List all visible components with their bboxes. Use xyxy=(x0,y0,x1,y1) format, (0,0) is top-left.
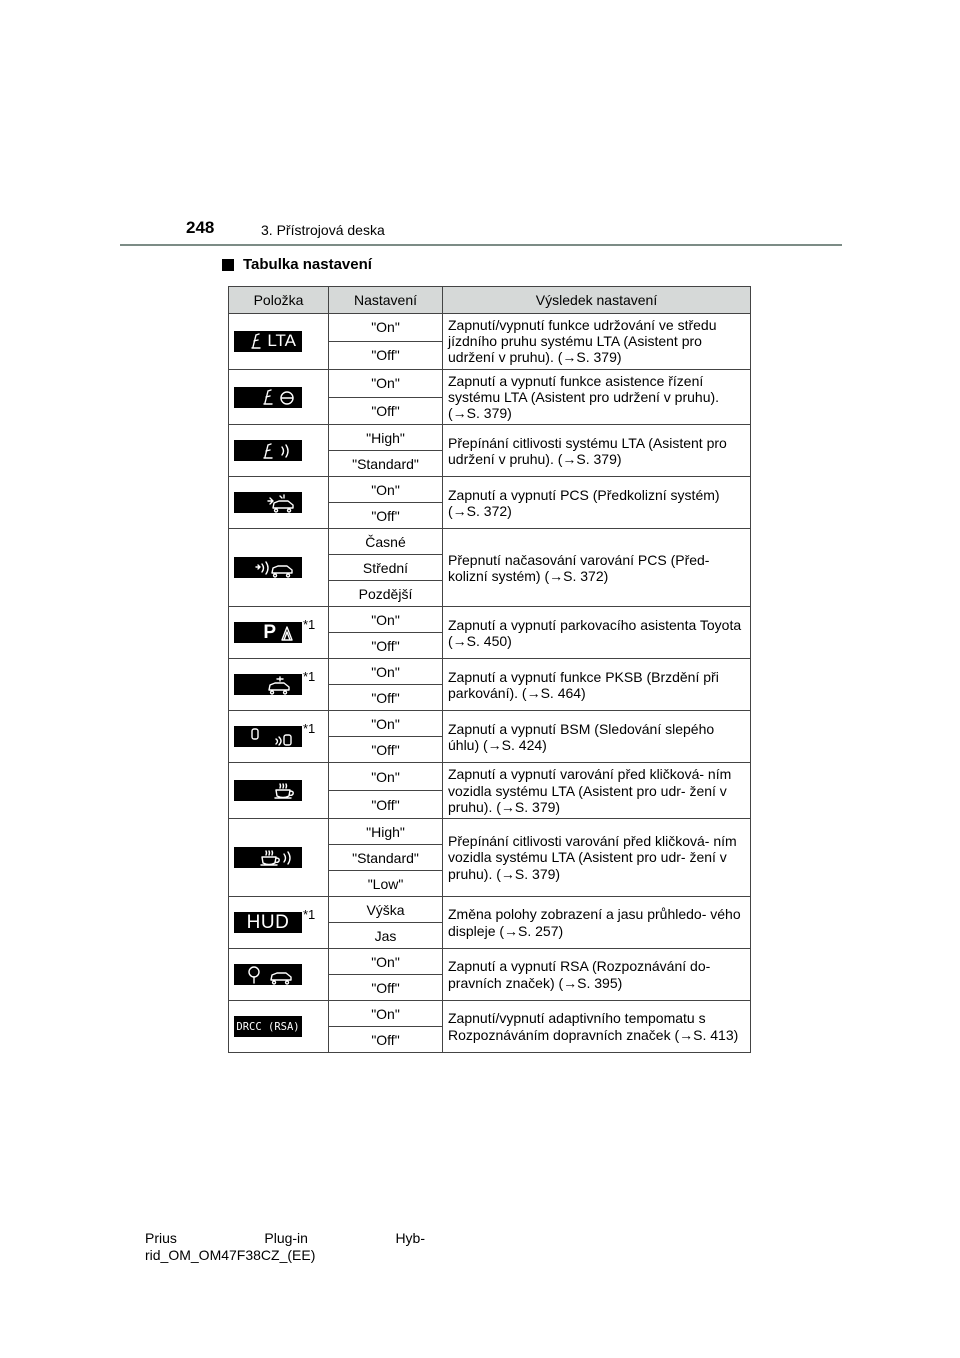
setting-result: Zapnutí a vypnutí funkce PKSB (Brzdění při parkování). (→S. 464) xyxy=(443,659,751,711)
footer xyxy=(145,1230,425,1264)
setting-option: "On" xyxy=(329,369,443,397)
setting-option: "On" xyxy=(329,477,443,503)
item-cell xyxy=(229,819,329,897)
icon-label: LTA xyxy=(267,331,296,351)
setting-option: "Off" xyxy=(329,341,443,369)
table-row xyxy=(229,711,751,737)
table-row xyxy=(229,659,751,685)
setting-option: "On" xyxy=(329,607,443,633)
table-row xyxy=(229,949,751,975)
setting-option: Pozdější xyxy=(329,581,443,607)
footnote-marker: *1 xyxy=(303,721,316,737)
page-number: 248 xyxy=(186,218,215,237)
setting-result: Zapnutí a vypnutí BSM (Sledování slepého úhlu) (→S. 424) xyxy=(443,711,751,763)
footer-doc-code: rid_OM_OM47F38CZ_(EE) xyxy=(145,1247,316,1263)
item-cell xyxy=(229,314,329,370)
setting-option: "Off" xyxy=(329,685,443,711)
setting-option: "Standard" xyxy=(329,845,443,871)
lane-sensitivity-icon xyxy=(234,440,302,461)
setting-result: Zapnutí/vypnutí funkce udržování ve středu jízdního pruhu systému LTA (Asistent pro udržení v pruhu). (→S. 379) xyxy=(443,314,751,370)
item-icon-wrap xyxy=(234,907,328,933)
item-cell xyxy=(229,763,329,819)
header-rule xyxy=(120,244,842,246)
pcs-icon xyxy=(234,492,302,513)
table-row xyxy=(229,819,751,845)
p-letter: P xyxy=(263,621,276,643)
setting-option: "On" xyxy=(329,711,443,737)
table-row xyxy=(229,369,751,397)
table-row xyxy=(229,763,751,791)
icon-label: HUD xyxy=(246,911,290,933)
setting-option: "On" xyxy=(329,314,443,342)
item-cell xyxy=(229,529,329,607)
table-row xyxy=(229,529,751,555)
setting-option: "High" xyxy=(329,819,443,845)
setting-result: Zapnutí/vypnutí adaptivního tempomatu s Rozpoznáváním dopravních značek (→S. 413) xyxy=(443,1001,751,1053)
table-header-row xyxy=(229,287,751,314)
item-icon-wrap xyxy=(234,669,328,695)
column-header-setting: Nastavení xyxy=(329,287,443,314)
setting-option: Časné xyxy=(329,529,443,555)
item-icon-wrap xyxy=(234,721,328,747)
setting-option: "Off" xyxy=(329,1027,443,1053)
footer-word: Prius xyxy=(145,1230,177,1246)
square-bullet-icon xyxy=(222,259,234,271)
coffee-cup-sensitivity-icon xyxy=(234,847,302,868)
item-icon-wrap xyxy=(234,780,328,801)
chapter-title: 3. Přístrojová deska xyxy=(261,222,385,238)
parking-assist-icon xyxy=(234,622,302,643)
item-icon-wrap xyxy=(234,557,328,578)
lane-steering-assist-icon xyxy=(234,387,302,408)
column-header-result: Výsledek nastavení xyxy=(443,287,751,314)
setting-option: "On" xyxy=(329,659,443,685)
setting-option: "Off" xyxy=(329,397,443,425)
coffee-cup-icon xyxy=(234,780,302,801)
item-cell xyxy=(229,477,329,529)
item-cell xyxy=(229,949,329,1001)
item-icon-wrap xyxy=(234,387,328,408)
table-row xyxy=(229,607,751,633)
item-cell xyxy=(229,1001,329,1053)
setting-result: Přepnutí načasování varování PCS (Před- kolizní systém) (→S. 372) xyxy=(443,529,751,607)
setting-option: "On" xyxy=(329,763,443,791)
pcs-timing-icon xyxy=(234,557,302,578)
icon-label: DRCC (RSA) xyxy=(236,1020,300,1033)
table-row xyxy=(229,314,751,342)
footnote-marker: *1 xyxy=(303,617,316,633)
setting-option: Střední xyxy=(329,555,443,581)
setting-option: "On" xyxy=(329,1001,443,1027)
setting-option: "Off" xyxy=(329,633,443,659)
bsm-icon xyxy=(234,726,302,747)
item-cell xyxy=(229,369,329,425)
table-row xyxy=(229,1001,751,1027)
item-icon-wrap xyxy=(234,847,328,868)
setting-result: Změna polohy zobrazení a jasu průhledo- vého displeje (→S. 257) xyxy=(443,897,751,949)
section-heading xyxy=(222,256,372,273)
setting-result: Přepínání citlivosti systému LTA (Asistent pro udržení v pruhu). (→S. 379) xyxy=(443,425,751,477)
table-row xyxy=(229,897,751,923)
item-icon-wrap xyxy=(234,492,328,513)
setting-option: Jas xyxy=(329,923,443,949)
item-cell xyxy=(229,711,329,763)
hud-icon xyxy=(234,912,302,933)
item-cell xyxy=(229,607,329,659)
setting-option: "Off" xyxy=(329,503,443,529)
lta-icon xyxy=(234,331,302,352)
footnote-marker: *1 xyxy=(303,669,316,685)
setting-option: "High" xyxy=(329,425,443,451)
item-cell xyxy=(229,659,329,711)
table-row xyxy=(229,477,751,503)
section-title: Tabulka nastavení xyxy=(243,256,372,273)
table-row xyxy=(229,425,751,451)
setting-option: "Low" xyxy=(329,871,443,897)
item-icon-wrap xyxy=(234,331,328,352)
item-icon-wrap xyxy=(234,1016,328,1037)
setting-result: Zapnutí a vypnutí RSA (Rozpoznávání do- pravních značek) (→S. 395) xyxy=(443,949,751,1001)
setting-result: Zapnutí a vypnutí varování před kličková- ním vozidla systému LTA (Asistent pro udr- žení v pruhu). (→S. 379) xyxy=(443,763,751,819)
footer-word: Hyb- xyxy=(395,1230,425,1246)
setting-option: "Off" xyxy=(329,791,443,819)
pksb-icon xyxy=(234,674,302,695)
setting-option: "Off" xyxy=(329,975,443,1001)
drcc-rsa-icon xyxy=(234,1016,302,1037)
item-icon-wrap xyxy=(234,964,328,985)
item-cell xyxy=(229,897,329,949)
item-icon-wrap xyxy=(234,617,328,643)
item-icon-wrap xyxy=(234,440,328,461)
footer-word: Plug-in xyxy=(264,1230,308,1246)
setting-option: "Off" xyxy=(329,737,443,763)
setting-result: Přepínání citlivosti varování před kličková- ním vozidla systému LTA (Asistent pro udr- žení v pruhu). (→S. 379) xyxy=(443,819,751,897)
setting-result: Zapnutí a vypnutí parkovacího asistenta Toyota (→S. 450) xyxy=(443,607,751,659)
setting-option: "On" xyxy=(329,949,443,975)
setting-result: Zapnutí a vypnutí funkce asistence řízení systému LTA (Asistent pro udržení v pruhu). (→S. 379) xyxy=(443,369,751,425)
settings-table xyxy=(228,286,751,1053)
footnote-marker: *1 xyxy=(303,907,316,923)
setting-option: "Standard" xyxy=(329,451,443,477)
setting-option: Výška xyxy=(329,897,443,923)
item-cell xyxy=(229,425,329,477)
column-header-item: Položka xyxy=(229,287,329,314)
setting-result: Zapnutí a vypnutí PCS (Předkolizní systém) (→S. 372) xyxy=(443,477,751,529)
rsa-icon xyxy=(234,964,302,985)
